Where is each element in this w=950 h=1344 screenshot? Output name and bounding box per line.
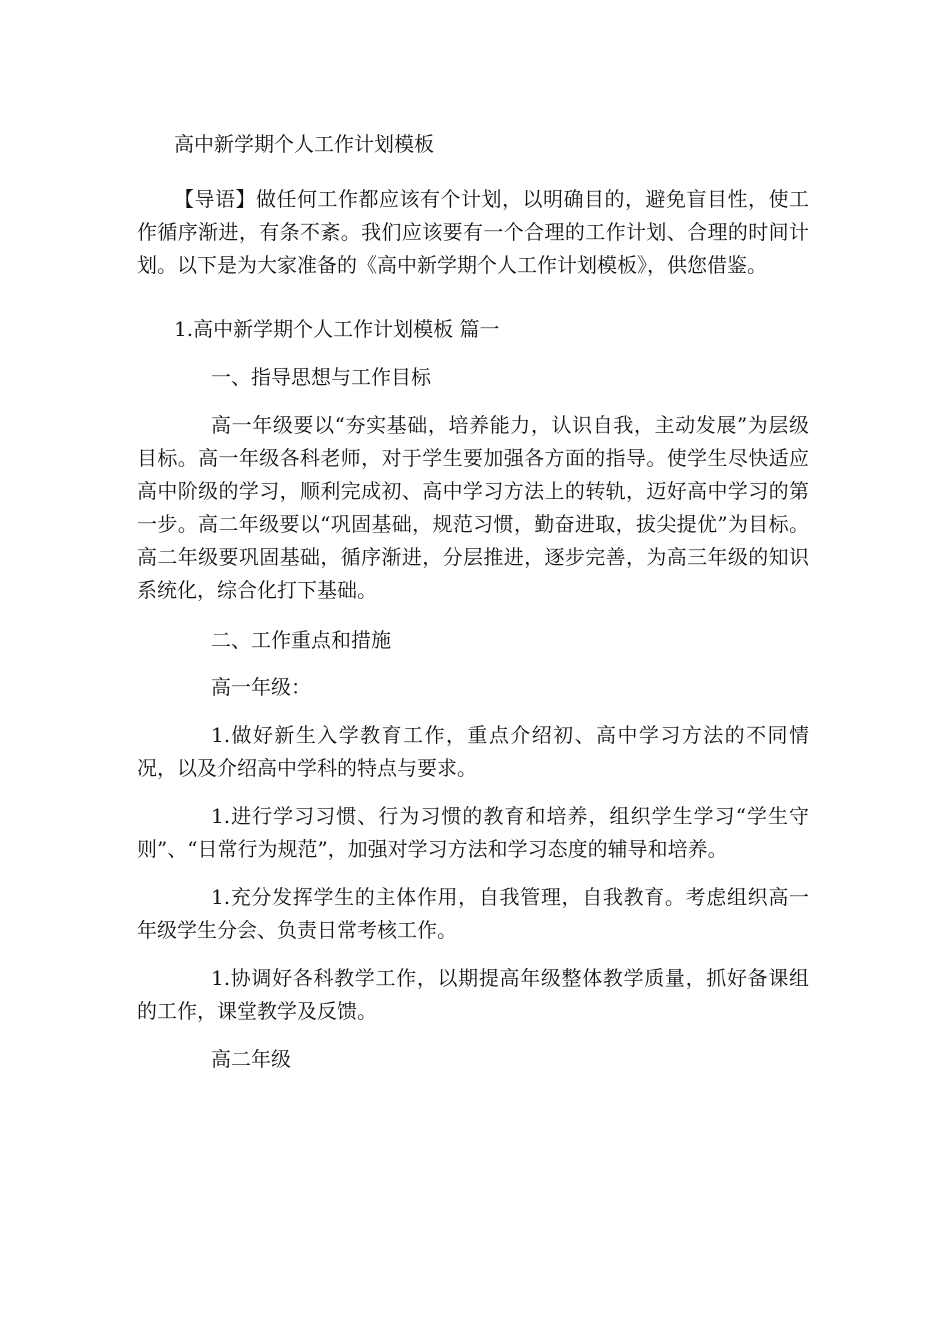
list-item: 1.进行学习习惯、行为习惯的教育和培养，组织学生学习“学生守则”、“日常行为规范”，加强对学习方法和学习态度的辅导和培养。 [137,804,809,861]
list-item: 1.做好新生入学教育工作，重点介绍初、高中学习方法的不同情况，以及介绍高中学科的特点与要求。 [137,723,809,780]
list-item: 1.充分发挥学生的主体作用，自我管理，自我教育。考虑组织高一年级学生分会、负责日常考核工作。 [137,885,809,942]
grade2-label: 高二年级 [211,1047,291,1071]
section-title: 1.高中新学期个人工作计划模板 篇一 [174,317,500,341]
document-title: 高中新学期个人工作计划模板 [174,132,434,156]
part1-heading: 一、指导思想与工作目标 [211,365,431,389]
document-page [137,128,809,1091]
grade1-label: 高一年级： [211,675,311,699]
intro-paragraph: 【导语】做任何工作都应该有个计划，以明确目的，避免盲目性，使工作循序渐进，有条不紊。我们应该要有一个合理的工作计划、合理的时间计划。以下是为大家准备的《高中新学期个人工作计划模板》，供您借鉴。 [137,187,809,277]
list-item: 1.协调好各科教学工作，以期提高年级整体教学质量，抓好备课组的工作，课堂教学及反馈。 [137,966,809,1023]
part1-body-paragraph: 高一年级要以“夯实基础，培养能力，认识自我，主动发展”为层级目标。高一年级各科老师，对于学生要加强各方面的指导。使学生尽快适应高中阶级的学习，顺利完成初、高中学习方法上的转轨，迈好高中学习的第一步。高二年级要以“巩固基础，规范习惯，勤奋进取，拔尖提优”为目标。高二年级要巩固基础，循序渐进，分层推进，逐步完善，为高三年级的知识系统化，综合化打下基础。 [137,413,809,602]
part2-heading: 二、工作重点和措施 [211,628,391,652]
